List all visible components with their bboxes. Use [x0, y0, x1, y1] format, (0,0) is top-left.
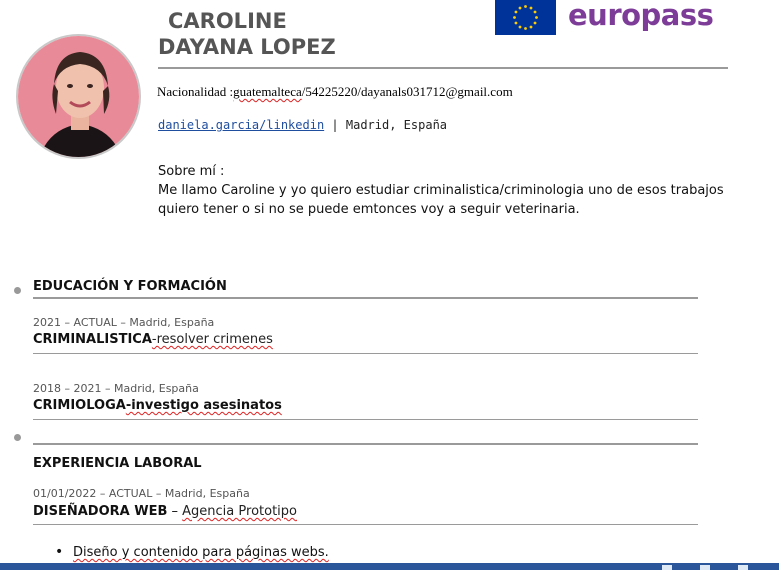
view-print-icon[interactable] [700, 565, 710, 570]
eu-star-icon [530, 7, 533, 10]
education-title: EDUCACIÓN Y FORMACIÓN [33, 279, 227, 294]
email-address[interactable]: dayanals031712@gmail.com [360, 84, 513, 99]
eu-star-icon [513, 16, 516, 19]
education-detail-1: -resolver crimenes [151, 332, 273, 347]
education-divider [33, 297, 698, 299]
section-bullet [14, 287, 21, 294]
name-last: DAYANA LOPEZ [158, 35, 336, 59]
list-item: • Diseño y contenido para páginas webs. [55, 544, 329, 560]
education-entry-2 [33, 398, 282, 413]
experience-title: EXPERIENCIA LABORAL [33, 456, 202, 471]
eu-star-icon [519, 26, 522, 29]
education-degree-1: CRIMINALISTICA [33, 332, 152, 347]
section-bullet [14, 434, 21, 441]
eu-star-icon [534, 11, 537, 14]
eu-flag-logo [495, 0, 556, 35]
experience-dash-1: – [167, 504, 183, 519]
about-label: Sobre mí : [158, 164, 225, 179]
links-separator: | [331, 118, 339, 132]
europass-logo-text: europass [568, 0, 714, 32]
candidate-name [158, 8, 336, 60]
linkedin-link[interactable]: daniela.garcia/linkedin [158, 118, 325, 132]
links-line [158, 118, 447, 132]
experience-divider-top [33, 443, 698, 445]
view-read-icon[interactable] [662, 565, 672, 570]
education-meta-2: 2018 – 2021 – Madrid, España [33, 382, 199, 395]
eu-star-icon [534, 22, 537, 25]
about-text: Me llamo Caroline y yo quiero estudiar criminalistica/criminologia uno de esos trabajos quiero tener o si no se puede emtonces voy a seguir veterinaria. [158, 183, 724, 217]
experience-role-1: DISEÑADORA WEB [33, 504, 168, 519]
education-entry-divider [33, 353, 698, 354]
experience-company-1: Agencia Prototipo [182, 504, 297, 519]
eu-star-icon [515, 22, 518, 25]
eu-star-icon [535, 16, 538, 19]
avatar [16, 34, 141, 159]
eu-star-icon [524, 5, 527, 8]
name-first: CAROLINE [168, 9, 287, 33]
view-web-icon[interactable] [738, 565, 748, 570]
eu-star-icon [524, 27, 527, 30]
location-text: Madrid, España [345, 118, 448, 132]
eu-star-icon [515, 11, 518, 14]
nationality-label: Nacionalidad : [157, 84, 234, 99]
education-detail-2: -investigo asesinatos [125, 398, 282, 413]
contact-line [157, 84, 513, 100]
education-entry-1 [33, 332, 273, 347]
experience-meta-1: 01/01/2022 – ACTUAL – Madrid, España [33, 487, 250, 500]
education-entry-divider [33, 419, 698, 420]
about-section [158, 162, 738, 219]
experience-entry-divider [33, 524, 698, 525]
education-meta-1: 2021 – ACTUAL – Madrid, España [33, 316, 215, 329]
header-divider [158, 67, 728, 69]
phone-number: /54225220/ [301, 84, 361, 99]
experience-entry-1 [33, 504, 297, 519]
eu-star-icon [530, 26, 533, 29]
experience-task-list [55, 544, 329, 560]
nationality-value: guatemalteca [233, 84, 302, 99]
education-degree-2: CRIMIOLOGA [33, 398, 126, 413]
eu-star-icon [519, 7, 522, 10]
